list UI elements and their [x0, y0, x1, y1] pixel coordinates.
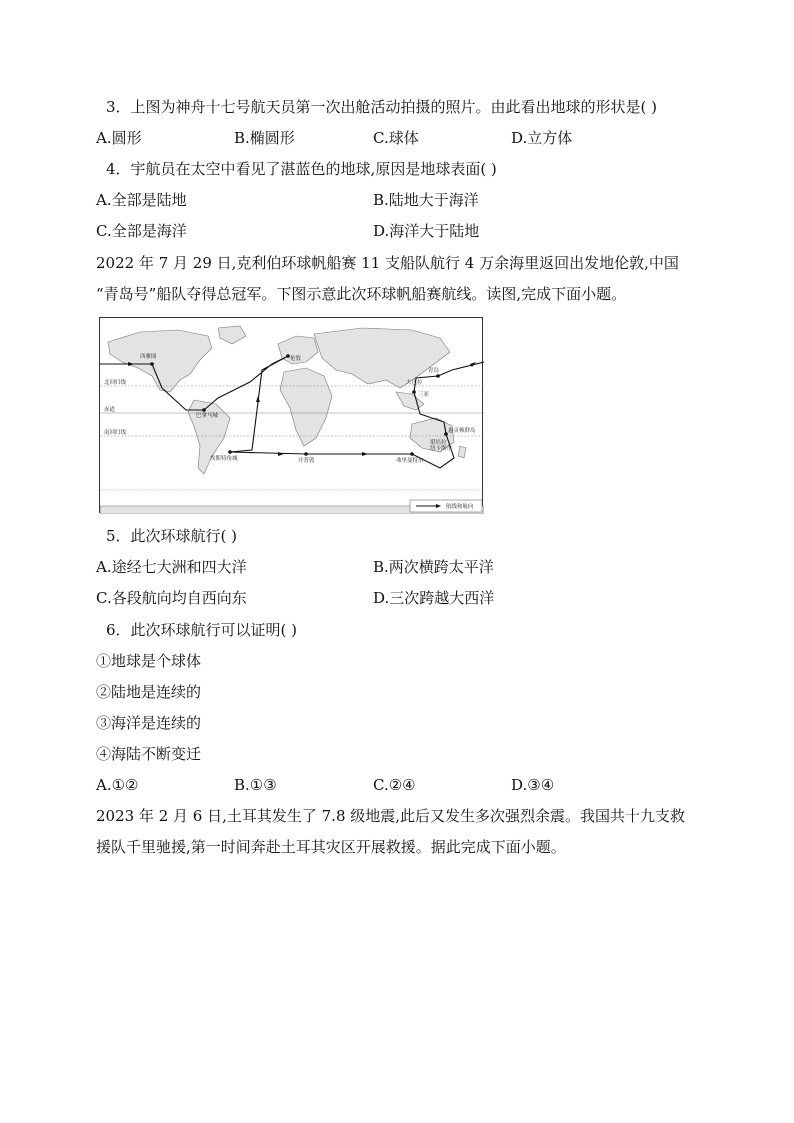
q6-statement-4: ④海陆不断变迁 — [96, 745, 202, 763]
q5-option-a: A.途经七大洲和四大洋 — [96, 558, 247, 576]
label-newcastle: 纽卡斯尔 — [430, 446, 453, 452]
q3-option-a: A.圆形 — [96, 129, 142, 147]
arrow-5 — [256, 396, 260, 402]
label-punta: 埃斯特角城 — [210, 456, 238, 462]
arrow-3 — [362, 452, 368, 456]
q6-option-a: A.①② — [96, 776, 139, 794]
label-seattle: 西雅图 — [140, 354, 157, 360]
passage2-line-2: 援队千里驰援,第一时间奔赴土耳其灾区开展救援。据此完成下面小题。 — [96, 838, 566, 856]
label-capetown: 开普敦 — [298, 458, 315, 464]
q4-option-b: B.陆地大于海洋 — [373, 191, 479, 209]
greenland — [218, 326, 246, 344]
dot-fremantle — [410, 452, 414, 456]
q4-option-c: C.全部是海洋 — [96, 222, 187, 240]
q6-option-d: D.③④ — [511, 776, 555, 794]
q6-statement-1: ①地球是个球体 — [96, 652, 202, 670]
label-qingdao: 青岛 — [428, 368, 440, 374]
passage2-line-1: 2023 年 2 月 6 日,土耳其发生了 7.8 级地震,此后又发生多次强烈余震。我国共十九支救 — [96, 807, 686, 825]
q3-option-c: C.球体 — [373, 129, 419, 147]
legend-label: 航线和航向 — [446, 504, 474, 510]
label-sanya: 三亚 — [418, 392, 430, 398]
q6-statement-3: ③海洋是连续的 — [96, 714, 202, 732]
q5-option-d: D.三次跨越大西洋 — [373, 589, 495, 607]
q6-statement-2: ②陆地是连续的 — [96, 683, 202, 701]
dot-punta — [228, 450, 232, 454]
q5-option-c: C.各段航向均自西向东 — [96, 589, 247, 607]
label-tropic-of-cancer: 北回归线 — [104, 380, 127, 386]
label-tropic-of-capricorn: 南回归线 — [104, 430, 127, 436]
label-panama: 巴拿马城 — [196, 413, 219, 419]
q4-stem: 4．宇航员在太空中看见了湛蓝色的地球,原因是地球表面( ) — [106, 160, 497, 178]
route-map — [99, 317, 483, 513]
q6-stem: 6．此次环球航行可以证明( ) — [106, 621, 298, 639]
africa — [280, 368, 332, 446]
arrow-2 — [278, 452, 284, 456]
continents — [100, 326, 484, 514]
label-canberra: 堪培拉 — [430, 440, 447, 446]
q5-stem: 5．此次环球航行( ) — [106, 527, 238, 545]
q4-option-d: D.海洋大于陆地 — [373, 222, 480, 240]
dot-capetown — [304, 452, 308, 456]
new-zealand — [458, 446, 466, 458]
map-legend — [410, 500, 482, 512]
q3-stem: 3．上图为神舟十七号航天员第一次出舱活动拍摄的照片。由此看出地球的形状是( ) — [106, 98, 658, 116]
label-whitsunday: 惠灵顿群岛 — [448, 428, 476, 434]
label-equator: 赤道 — [104, 407, 116, 413]
south-america — [188, 400, 230, 474]
passage1-line-1: 2022 年 7 月 29 日,克利伯环球帆船赛 11 支船队航行 4 万余海里返回出发地伦敦,中国 — [96, 254, 679, 272]
label-london: 伦敦 — [290, 356, 302, 362]
q4-option-a: A.全部是陆地 — [96, 191, 187, 209]
q6-option-b: B.①③ — [234, 776, 277, 794]
dot-seattle — [150, 362, 154, 366]
label-fremantle: 弗里曼特尔 — [396, 458, 424, 464]
route-map-svg — [100, 318, 484, 514]
q6-option-c: C.②④ — [373, 776, 416, 794]
dot-qingdao — [436, 374, 440, 378]
q3-option-b: B.椭圆形 — [234, 129, 295, 147]
q5-option-b: B.两次横跨太平洋 — [373, 558, 494, 576]
q3-option-d: D.立方体 — [511, 129, 573, 147]
label-dabala: 大巴拉 — [406, 380, 423, 386]
dot-sanya — [412, 390, 416, 394]
dot-panama — [202, 408, 206, 412]
passage1-line-2: “青岛号”船队夺得总冠军。下图示意此次环球帆船赛航线。读图,完成下面小题。 — [96, 285, 627, 303]
asia — [314, 328, 450, 388]
